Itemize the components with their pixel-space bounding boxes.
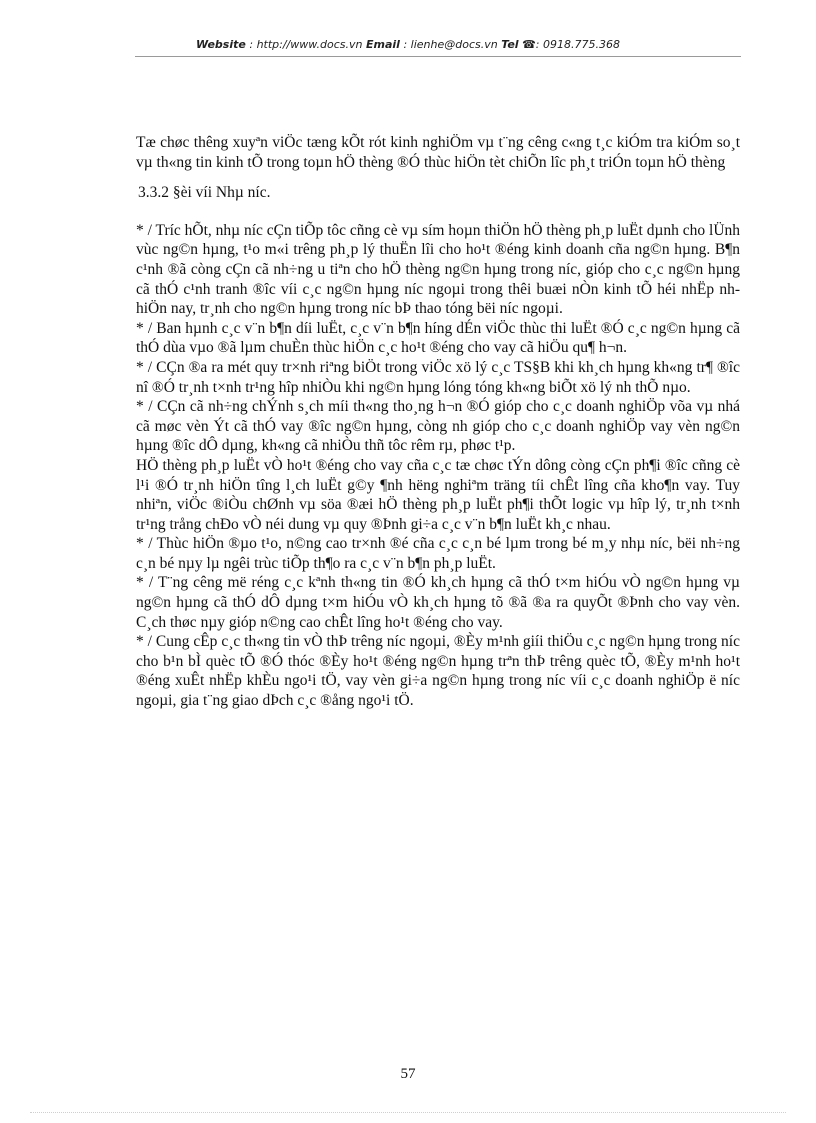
paragraph-8: * / Cung cÊp c¸c th«ng tin vÒ thÞ trêng níc ngoµi, ®Èy m¹nh giíi thiÖu c¸c ng©n hµng trong níc cho b¹n bÌ quèc tÕ ®Ó thóc ®Èy ho¹t ®éng ng©n hµng trªn thÞ trêng quèc tÕ, ®Èy m¹nh ho¹t ®éng xuÊt nhËp khÈu ngo¹i tÖ, vay vèn gi÷a ng©n hµng trong níc víi c¸c doanh nghiÖp ë níc ngoµi, gia t¨ng giao dÞch c¸c ®ång ngo¹i tÖ.	[136, 633, 740, 710]
paragraph-5: HÖ thèng ph¸p luËt vÒ ho¹t ®éng cho vay cña c¸c tæ chøc tÝn dông còng cÇn ph¶i ®îc cñng cè l¹i ®Ó tr¸nh hiÖn tîng l¸ch luËt g©y ¶nh hëng nghiªm träng tíi chÊt lîng cña kho¶n vay. Tuy nhiªn, viÖc ®iÒu chØnh vµ söa ®æi hÖ thèng ph¸p luËt ph¶i thÕt logic vµ hîp lý, tr¸nh t×nh tr¹ng trång chÐo vÒ néi dung vµ quy ®Þnh gi÷a c¸c v¨n b¶n luËt kh¸c nhau.	[136, 456, 740, 533]
website-separator: :	[245, 38, 257, 51]
page-number: 57	[400, 1066, 416, 1082]
paragraph-3: * / CÇn ®a ra mét quy tr×nh riªng biÖt trong viÖc xö lý c¸c TS§B khi kh¸ch hµng kh«ng tr¶ ®îc nî ®Ó tr¸nh t×nh tr¹ng hîp nhiÒu khi ng©n hµng lóng tóng kh«ng biÕt xö lý nh thÕ nµo.	[136, 358, 740, 396]
phone-number: : 0918.775.368	[535, 38, 620, 51]
website-label: Website	[196, 38, 246, 51]
header-divider	[135, 56, 741, 57]
page-header	[0, 38, 816, 51]
paragraph-1: * / Tríc hÕt, nhµ níc cÇn tiÕp tôc cñng cè vµ sím hoµn thiÖn hÖ thèng ph¸p luËt dµnh cho lÜnh vùc ng©n hµng, t¹o m«i trêng ph¸p lý thuËn lîi cho ho¹t ®éng kinh doanh cña ng©n hµng. B¶n c¹nh ®ã còng cÇn cã nh÷ng u tiªn cho hÖ thèng ng©n hµng trong níc, gióp cho c¸c ng©n hµng cã thÓ c¹nh tranh ®îc víi c¸c ng©n hµng níc ngoµi trong thêi buæi nÒn kinh tÕ héi nhËp nh hiÖn nay, tr¸nh cho ng©n hµng trong níc bÞ thao tóng bëi níc ngoµi.	[136, 221, 741, 318]
page-bottom-border	[30, 1112, 786, 1113]
website-url: http://www.docs.vn	[256, 38, 363, 51]
tel-label: Tel	[501, 38, 519, 51]
section-heading: 3.3.2 §èi víi Nhµ níc.	[138, 184, 271, 202]
paragraph-2: * / Ban hµnh c¸c v¨n b¶n díi luËt, c¸c v¨n b¶n híng dÉn viÖc thùc thi luËt ®Ó c¸c ng©n hµng cã thÓ dùa vµo ®ã lµm chuÈn thùc hiÖn c¸c ho¹t ®éng cho vay cã hiÖu qu¶ h¬n.	[136, 319, 740, 357]
email-separator: :	[399, 38, 411, 51]
body-text	[136, 133, 740, 711]
email-label: Email	[366, 38, 400, 51]
email-address: lienhe@docs.vn	[410, 38, 498, 51]
paragraph-7: * / T¨ng cêng më réng c¸c kªnh th«ng tin ®Ó kh¸ch hµng cã thÓ t×m hiÓu vÒ ng©n hµng vµ ng©n hµng cã thÓ dÔ dµng t×m hiÓu vÒ kh¸ch hµng tõ ®ã ®a ra quyÕt ®Þnh cho vay vèn. C¸ch thøc nµy gióp n©ng cao chÊt lîng ho¹t ®éng cho vay.	[136, 574, 740, 631]
paragraph-4: * / CÇn cã nh÷ng chÝnh s¸ch míi th«ng tho¸ng h¬n ®Ó gióp cho c¸c doanh nghiÖp võa vµ nhá cã møc vèn Ýt cã thÓ vay ®îc ng©n hµng, còng nh gióp cho c¸c doanh nghiÖp vay vèn ng©n hµng ®îc dÔ dµng, kh«ng cã nhiÒu thñ tôc rêm rµ, phøc t¹p.	[136, 398, 740, 455]
phone-icon: ☎	[522, 38, 536, 51]
paragraph-6: * / Thùc hiÖn ®µo t¹o, n©ng cao tr×nh ®é cña c¸c c¸n bé lµm trong bé m¸y nhµ níc, bëi nh÷ng c¸n bé nµy lµ ngêi trùc tiÕp th¶o ra c¸c v¨n b¶n ph¸p luËt.	[136, 535, 740, 572]
intro-paragraph: Tæ chøc thêng xuyªn viÖc tæng kÕt rót kinh nghiÖm vµ t¨ng cêng c«ng t¸c kiÓm tra kiÓm so¸t vµ th«ng tin kinh tÕ trong toµn hÖ thèng ®Ó thùc hiÖn tèt chiÕn lîc ph¸t triÓn toµn hÖ thèng	[136, 134, 740, 171]
